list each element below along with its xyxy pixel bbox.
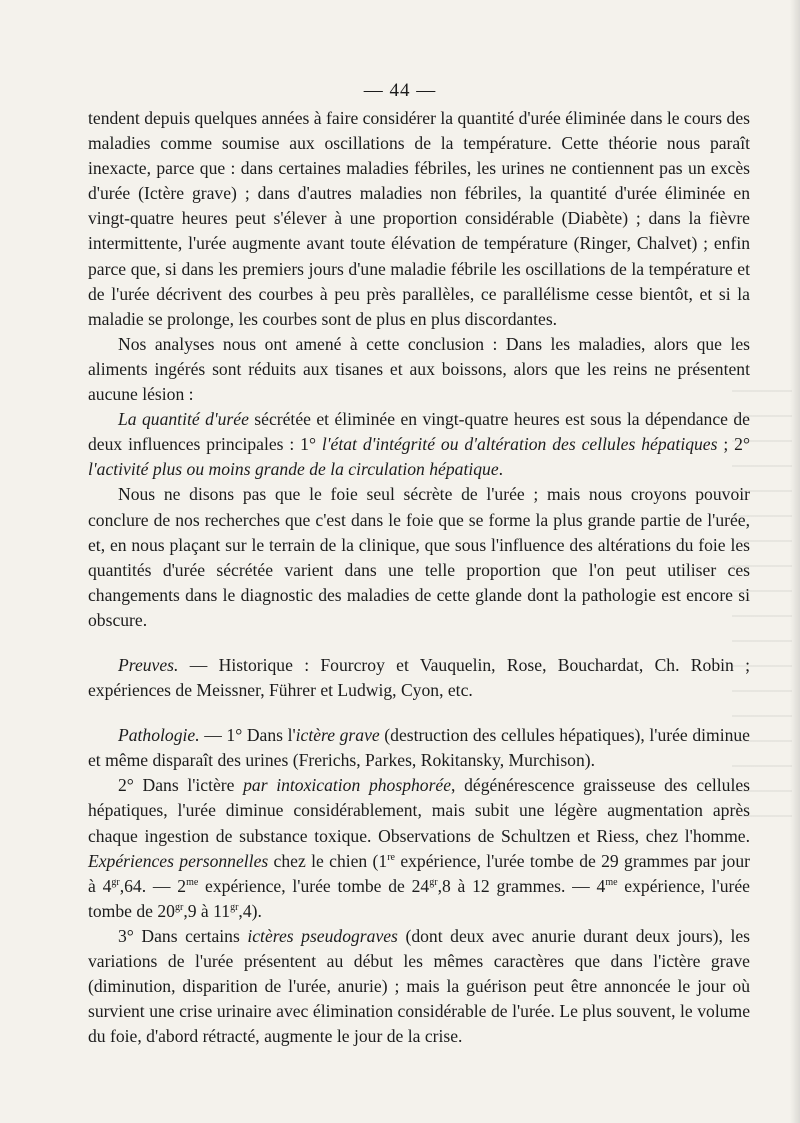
paragraph-phosphore — [88, 773, 750, 924]
page-edge-shadow — [790, 0, 800, 1123]
text-run: (destruction des cellules hépatiques), l'urée diminue et même disparaît des urines (Frerichs, Parkes, Rokitansky, Murchison). — [88, 725, 750, 771]
text-run: ,4). — [238, 900, 262, 921]
paragraph-pathologie — [88, 723, 750, 773]
italic-run: ictères pseudograves — [247, 925, 398, 946]
italic-run: Expériences personnelles — [88, 850, 269, 871]
superscript: re — [387, 851, 395, 863]
text-run: expérience, l'urée tombe de 20 — [88, 875, 750, 921]
superscript: gr — [230, 901, 239, 913]
italic-lead: La quantité d'urée — [118, 409, 249, 430]
text-run: (dont deux avec anurie durant deux jours), les variations de l'urée présentent au début les mêmes caractères que dans l'ictère grave (diminution, disparition de l'urée, anurie) ; mais la guérison peut être annoncée le jour où survient une crise urinaire avec élimination considérable de l'urée. Le plus souvent, le volume du foie, d'abord rétracté, augmente le jour de la crise. — [88, 925, 750, 1047]
show-through-bleed — [732, 390, 792, 830]
text-run: ,64. — 2 — [119, 875, 187, 896]
paragraph-conclusion-intro: Nos analyses nous ont amené à cette conclusion : Dans les maladies, alors que les aliments ingérés sont réduits aux tisanes et aux boissons, alors que les reins ne présentent aucune lésion : — [88, 333, 750, 405]
text-run: chez le chien (1 — [268, 850, 388, 871]
text-run: 3° Dans certains — [118, 925, 248, 946]
text-run: expérience, l'urée tombe de 29 grammes par jour à 4 — [88, 850, 750, 896]
paragraph-pseudograves — [88, 924, 750, 1049]
italic-run: par intoxication phosphorée — [243, 775, 452, 796]
italic-run: l'état d'intégrité ou d'altération des cellules hépatiques — [321, 434, 718, 455]
paragraph-preuves — [88, 653, 750, 703]
italic-run: ictère grave — [295, 725, 380, 746]
paragraph-conclusion-statement — [88, 407, 750, 482]
text-run: ,9 à 11 — [183, 900, 231, 921]
superscript: gr — [429, 876, 438, 888]
text-run: — Historique : Fourcroy et Vauquelin, Rose, Bouchardat, Ch. Robin ; expériences de Meissner, Führer et Ludwig, Cyon, etc. — [88, 654, 750, 701]
italic-run: l'activité plus ou moins grande de la circulation hépatique — [88, 459, 499, 480]
text-run: ; 2° — [717, 434, 750, 455]
paragraph-foie: Nous ne disons pas que le foie seul sécrète de l'urée ; mais nous croyons pouvoir conclure de nos recherches que c'est dans le foie que se forme la plus grande partie de l'urée, et, en nous plaçant sur le terrain de la clinique, que sous l'influence des altérations du foie les quantités d'urée sécrétée varient dans une telle proportion que l'on peut utiliser ces changements dans le diagnostic des maladies de cette glande dont la pathologie est encore si obscure. — [88, 484, 750, 630]
text-run: expérience, l'urée tombe de 24 — [198, 875, 430, 896]
text-run: sécrétée et éliminée en vingt-quatre heures est sous la dépendance de deux influences principales : 1° — [88, 409, 750, 455]
paragraph-continuation: tendent depuis quelques années à faire considérer la quantité d'urée éliminée dans le cours des maladies comme soumise aux oscillations de la température. Cette théorie nous paraît inexacte, parce que : dans certaines maladies fébriles, les urines ne contiennent pas un excès d'urée (Ictère grave) ; dans d'autres maladies non fébriles, la quantité d'urée éliminée en vingt-quatre heures peut s'élever à une proportion considérable (Diabète) ; dans la fièvre intermittente, l'urée augmente avant toute élévation de température (Ringer, Chalvet) ; enfin parce que, si dans les premiers jours d'une maladie fébrile les oscillations de la température et de l'urée décrivent des courbes à peu près parallèles, ce parallélisme cesse bientôt, et si la maladie se prolonge, les courbes sont de plus en plus discordantes. — [88, 108, 750, 329]
section-label: Pathologie. — [118, 725, 200, 746]
page-number: — 44 — — [363, 80, 437, 101]
section-label: Preuves. — [118, 654, 179, 675]
body-text — [88, 106, 750, 1049]
superscript: gr — [111, 876, 120, 888]
superscript: gr — [174, 901, 184, 913]
text-run: . — [498, 459, 504, 480]
text-run: 2° Dans l'ictère — [118, 775, 244, 796]
text-run: ,8 à 12 grammes. — 4 — [437, 875, 606, 896]
superscript: me — [605, 876, 618, 888]
text-run: — 1° Dans l' — [199, 725, 296, 746]
text-run: , dégénérescence graisseuse des cellules hépatiques, l'urée diminue considérablement, mais subit une légère augmentation après chaque ingestion de substance toxique. Observations de Schultzen et Riess, chez l'homme. — [88, 775, 750, 846]
superscript: me — [186, 876, 199, 888]
